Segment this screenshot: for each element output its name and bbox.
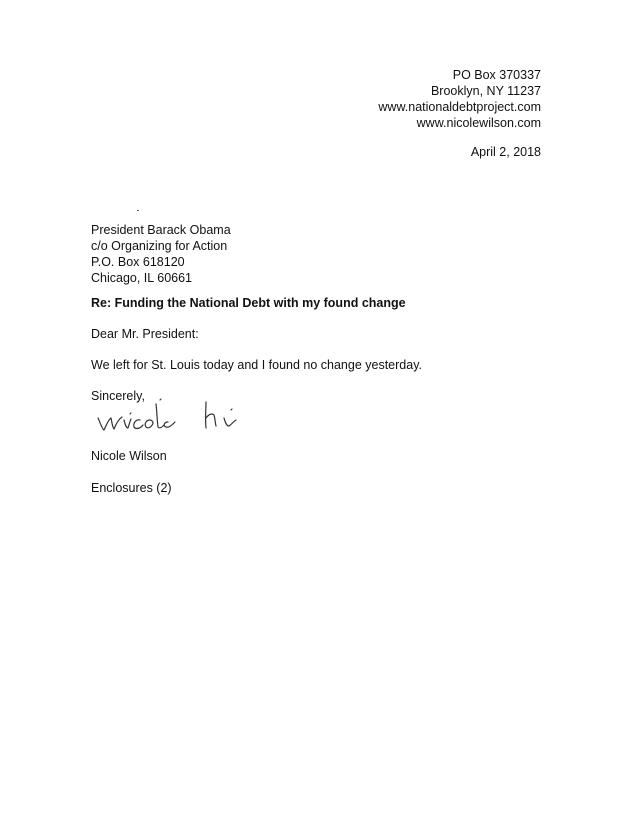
- sender-website-personal: www.nicolewilson.com: [416, 116, 541, 130]
- enclosures-note: Enclosures (2): [91, 481, 172, 495]
- letter-body: We left for St. Louis today and I found no change yesterday.: [91, 358, 422, 372]
- letter-date: April 2, 2018: [470, 145, 541, 159]
- recipient-name: President Barack Obama: [91, 223, 231, 237]
- sender-address-block: [378, 67, 541, 131]
- signer-name: Nicole Wilson: [91, 449, 167, 463]
- recipient-po-box: P.O. Box 618120: [91, 255, 185, 269]
- sender-city-state-zip: Brooklyn, NY 11237: [430, 84, 541, 98]
- salutation: Dear Mr. President:: [91, 327, 199, 341]
- recipient-city-state-zip: Chicago, IL 60661: [91, 271, 193, 285]
- scan-speck: [137, 210, 139, 211]
- handwritten-signature: [96, 396, 256, 438]
- sender-po-box: PO Box 370337: [452, 68, 541, 82]
- closing: Sincerely,: [91, 389, 145, 403]
- sender-website-national-debt: www.nationaldebtproject.com: [378, 100, 541, 114]
- recipient-address-block: [91, 222, 231, 286]
- recipient-organization: c/o Organizing for Action: [91, 239, 228, 253]
- subject-line: Re: Funding the National Debt with my found change: [91, 296, 406, 310]
